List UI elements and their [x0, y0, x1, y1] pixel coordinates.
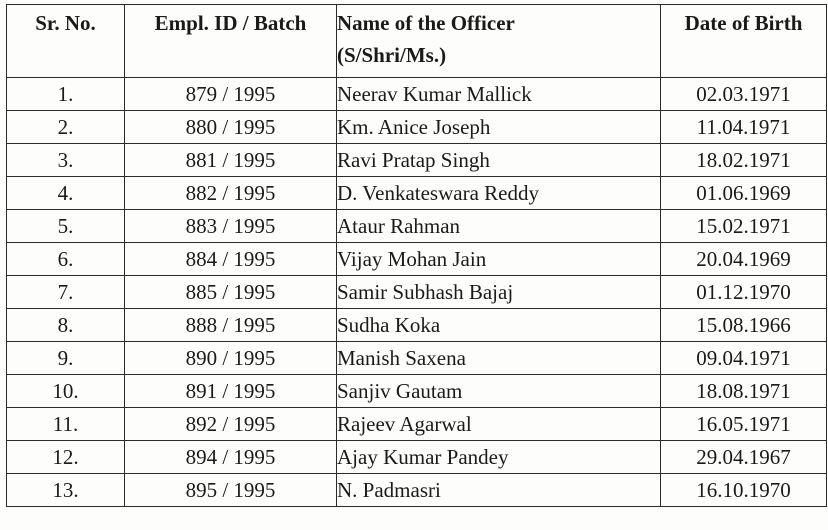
- cell-empl-id: 892 / 1995: [125, 408, 337, 441]
- table-row: [7, 375, 827, 408]
- cell-empl-id: 888 / 1995: [125, 309, 337, 342]
- officers-table: [6, 4, 827, 507]
- cell-date-of-birth: 15.02.1971: [661, 210, 827, 243]
- cell-sr-no: 9.: [7, 342, 125, 375]
- cell-officer-name: Ataur Rahman: [337, 210, 661, 243]
- cell-officer-name: Sudha Koka: [337, 309, 661, 342]
- cell-sr-no: 13.: [7, 474, 125, 507]
- cell-officer-name: N. Padmasri: [337, 474, 661, 507]
- table-header: [7, 5, 827, 78]
- cell-sr-no: 1.: [7, 78, 125, 111]
- table-row: [7, 78, 827, 111]
- cell-empl-id: 885 / 1995: [125, 276, 337, 309]
- cell-sr-no: 2.: [7, 111, 125, 144]
- cell-officer-name: Rajeev Agarwal: [337, 408, 661, 441]
- cell-sr-no: 3.: [7, 144, 125, 177]
- table-row: [7, 309, 827, 342]
- cell-date-of-birth: 01.12.1970: [661, 276, 827, 309]
- table-row: [7, 111, 827, 144]
- cell-date-of-birth: 15.08.1966: [661, 309, 827, 342]
- cell-officer-name: Sanjiv Gautam: [337, 375, 661, 408]
- cell-sr-no: 4.: [7, 177, 125, 210]
- cell-sr-no: 6.: [7, 243, 125, 276]
- cell-date-of-birth: 09.04.1971: [661, 342, 827, 375]
- cell-empl-id: 894 / 1995: [125, 441, 337, 474]
- cell-date-of-birth: 18.02.1971: [661, 144, 827, 177]
- table-row: [7, 276, 827, 309]
- cell-empl-id: 883 / 1995: [125, 210, 337, 243]
- cell-officer-name: Ajay Kumar Pandey: [337, 441, 661, 474]
- cell-officer-name: D. Venkateswara Reddy: [337, 177, 661, 210]
- table-row: [7, 441, 827, 474]
- cell-officer-name: Vijay Mohan Jain: [337, 243, 661, 276]
- table-row: [7, 408, 827, 441]
- table-row: [7, 210, 827, 243]
- cell-empl-id: 881 / 1995: [125, 144, 337, 177]
- table-row: [7, 177, 827, 210]
- cell-empl-id: 890 / 1995: [125, 342, 337, 375]
- cell-empl-id: 882 / 1995: [125, 177, 337, 210]
- cell-empl-id: 891 / 1995: [125, 375, 337, 408]
- cell-officer-name: Manish Saxena: [337, 342, 661, 375]
- table-row: [7, 474, 827, 507]
- cell-date-of-birth: 01.06.1969: [661, 177, 827, 210]
- table-row: [7, 243, 827, 276]
- header-officer-name: [337, 5, 661, 78]
- cell-empl-id: 884 / 1995: [125, 243, 337, 276]
- cell-empl-id: 895 / 1995: [125, 474, 337, 507]
- cell-officer-name: Ravi Pratap Singh: [337, 144, 661, 177]
- cell-sr-no: 8.: [7, 309, 125, 342]
- cell-sr-no: 12.: [7, 441, 125, 474]
- header-officer-name-line1: Name of the Officer: [337, 11, 515, 35]
- cell-date-of-birth: 29.04.1967: [661, 441, 827, 474]
- cell-sr-no: 10.: [7, 375, 125, 408]
- header-empl-id-batch: Empl. ID / Batch: [125, 5, 337, 78]
- cell-date-of-birth: 02.03.1971: [661, 78, 827, 111]
- cell-officer-name: Neerav Kumar Mallick: [337, 78, 661, 111]
- cell-officer-name: Km. Anice Joseph: [337, 111, 661, 144]
- cell-date-of-birth: 11.04.1971: [661, 111, 827, 144]
- cell-sr-no: 7.: [7, 276, 125, 309]
- cell-date-of-birth: 16.10.1970: [661, 474, 827, 507]
- header-sr-no: Sr. No.: [7, 5, 125, 78]
- cell-sr-no: 5.: [7, 210, 125, 243]
- cell-officer-name: Samir Subhash Bajaj: [337, 276, 661, 309]
- header-officer-name-line2: (S/Shri/Ms.): [337, 43, 447, 67]
- cell-empl-id: 879 / 1995: [125, 78, 337, 111]
- header-row: [7, 5, 827, 78]
- cell-sr-no: 11.: [7, 408, 125, 441]
- cell-date-of-birth: 20.04.1969: [661, 243, 827, 276]
- table-body: [7, 78, 827, 507]
- table-row: [7, 144, 827, 177]
- cell-date-of-birth: 18.08.1971: [661, 375, 827, 408]
- table-row: [7, 342, 827, 375]
- cell-date-of-birth: 16.05.1971: [661, 408, 827, 441]
- header-date-of-birth: Date of Birth: [661, 5, 827, 78]
- cell-empl-id: 880 / 1995: [125, 111, 337, 144]
